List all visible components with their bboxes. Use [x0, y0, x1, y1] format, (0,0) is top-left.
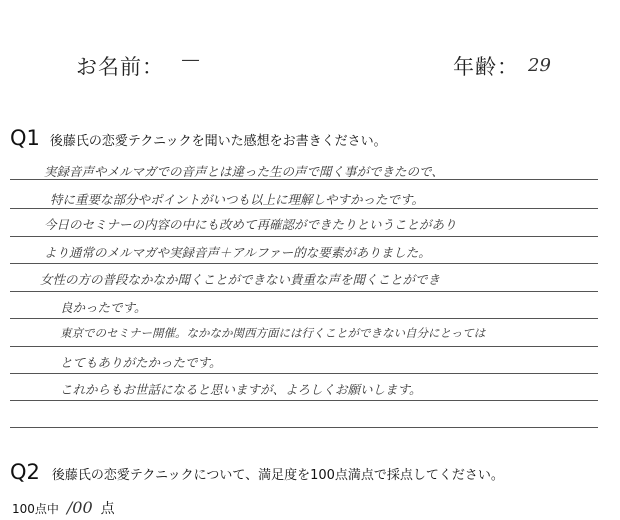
answer-rule	[10, 346, 598, 347]
q2-number: Q2	[10, 460, 40, 484]
answer-rule	[10, 236, 598, 237]
answer-rule	[10, 208, 598, 209]
answer-line: 東京でのセミナー開催。なかなか関西方面には行くことができない自分にとっては	[60, 326, 486, 340]
q2-score	[12, 498, 115, 518]
answer-line: 実録音声やメルマガでの音声とは違った生の声で聞く事ができたので、	[44, 164, 444, 179]
answer-line: とてもありがたかったです。	[60, 355, 222, 370]
answer-rule	[10, 291, 598, 292]
score-value: /00	[66, 498, 93, 517]
answer-rule	[10, 427, 598, 428]
q2-question: 後藤氏の恋愛テクニックについて、満足度を100点満点で採点してください。	[51, 468, 504, 483]
score-prefix: 100点中	[12, 502, 59, 516]
answer-line: 良かったです。	[60, 300, 147, 315]
q2-heading	[10, 460, 504, 484]
age-value: 29	[528, 55, 551, 76]
score-suffix: 点	[100, 501, 115, 517]
answer-rule	[10, 263, 598, 264]
name-label: お名前：	[76, 55, 164, 79]
answer-line: 特に重要な部分やポイントがいつも以上に理解しやすかったです。	[50, 192, 425, 207]
age-label: 年齢：	[453, 55, 519, 79]
name-value: ―	[182, 50, 199, 70]
q1-question: 後藤氏の恋愛テクニックを聞いた感想をお書きください。	[49, 134, 387, 149]
q1-number: Q1	[10, 126, 40, 150]
answer-line: 今日のセミナーの内容の中にも改めて再確認ができたりということがあり	[44, 217, 457, 232]
answer-line: 女性の方の普段なかなか聞くことができない貴重な声を聞くことができ	[40, 272, 441, 287]
answer-line: これからもお世話になると思いますが、よろしくお願いします。	[60, 382, 422, 397]
answer-rule	[10, 400, 598, 401]
answer-rule	[10, 373, 598, 374]
answer-line: より通常のメルマガや実録音声＋アルファー的な要素がありました。	[44, 245, 431, 260]
answer-rule	[10, 318, 598, 319]
